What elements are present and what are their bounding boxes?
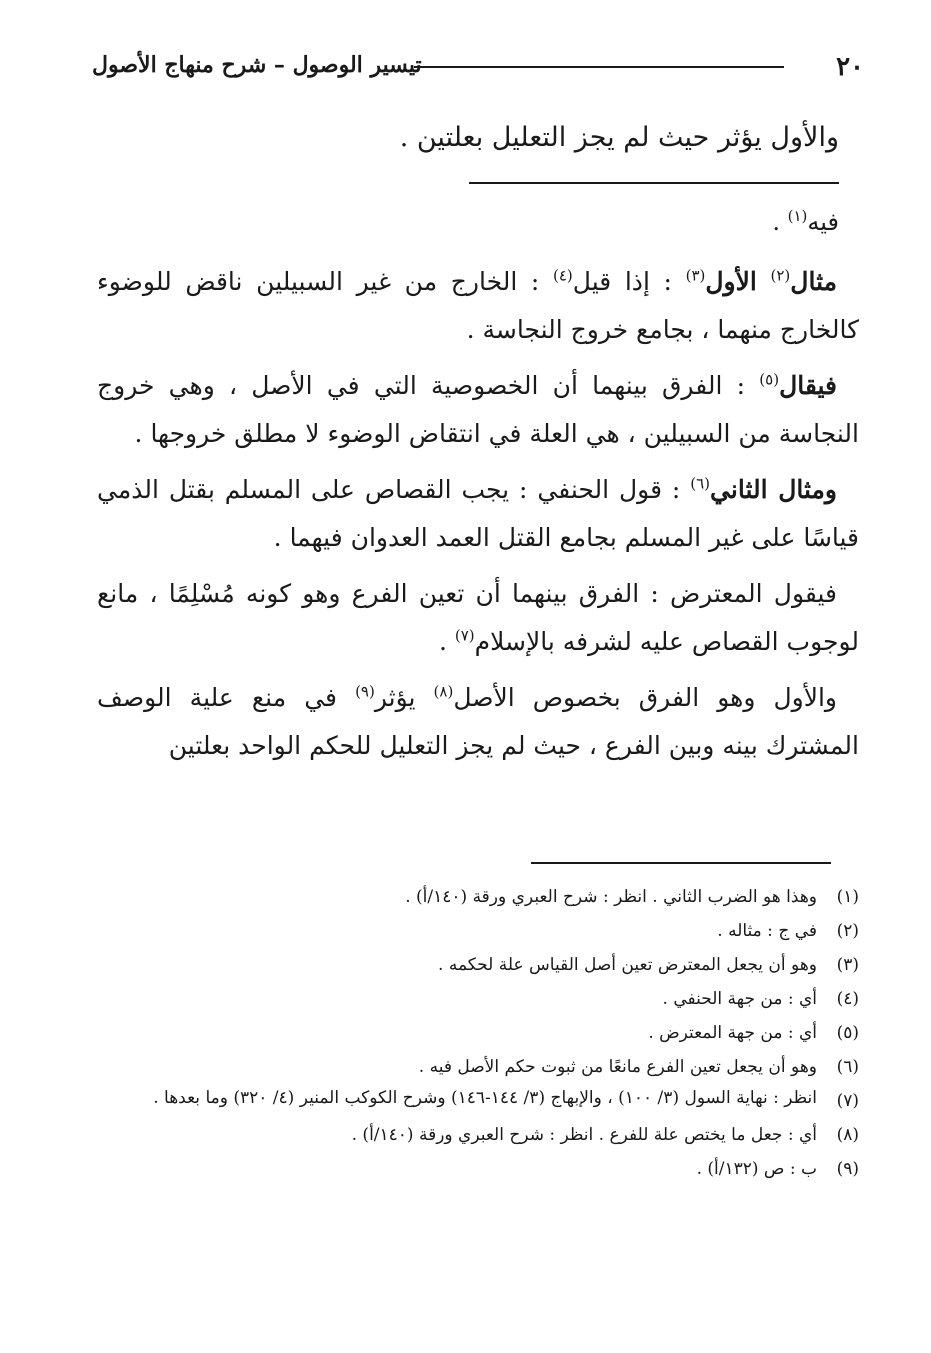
footnote-text: في ج : مثاله . xyxy=(717,921,817,941)
footnote-item xyxy=(97,1050,859,1084)
footnote-text: أي : من جهة المعترض . xyxy=(648,1023,817,1043)
lead-word: فيقال xyxy=(779,371,837,400)
lead-word: مثال xyxy=(790,267,837,296)
footnote-number: (٨) xyxy=(836,1125,859,1145)
footnote-number: (١) xyxy=(836,887,859,907)
lead-word: ومثال الثاني xyxy=(710,475,837,504)
footnote-ref: (٦) xyxy=(690,474,711,493)
paragraph-5 xyxy=(97,674,859,770)
footnote-ref: (٩) xyxy=(355,682,375,701)
footnote-ref: (٤) xyxy=(553,266,573,285)
footnote-item xyxy=(97,982,859,1016)
footnote-text: أي : جعل ما يختص علة للفرع . انظر : شرح العبري ورقة (١٤٠/أ) . xyxy=(351,1125,817,1145)
paragraph-text: : قول الحنفي : يجب القصاص على المسلم بقتل الذمي قياسًا على غير المسلم بجامع القتل العمد العدوان فيهما . xyxy=(97,475,859,552)
footnote-text: أي : من جهة الحنفي . xyxy=(662,989,817,1009)
footnote-item xyxy=(97,1084,859,1118)
carryover-ref: (١) xyxy=(787,207,808,225)
paragraph-2 xyxy=(97,362,859,458)
continuation-line: والأول يؤثر حيث لم يجز التعليل بعلتين . xyxy=(399,122,839,153)
footnote-number: (٤) xyxy=(836,989,859,1009)
page-header xyxy=(92,40,864,90)
lead-word: الأول xyxy=(705,267,757,296)
paragraph-text: والأول وهو الفرق بخصوص الأصل xyxy=(453,683,837,712)
footnote-ref: (٧) xyxy=(454,626,475,645)
header-rule xyxy=(414,66,784,68)
paragraph-text: : الخارج من غير السبيلين ناقض للوضوء كالخارج منهما ، بجامع خروج النجاسة . xyxy=(97,267,859,344)
footnote-separator xyxy=(531,862,831,864)
footnote-text: ب : ص (١٣٢/أ) . xyxy=(696,1159,817,1179)
paragraph-3 xyxy=(97,466,859,562)
paragraph-text: : الفرق بينهما أن الخصوصية التي في الأصل ، وهي خروج النجاسة من السبيلين ، هي العلة في انتقاض الوضوء لا مطلق خروجها . xyxy=(97,371,859,448)
footnote-carryover xyxy=(772,208,839,236)
paragraph-text: . xyxy=(438,627,455,656)
main-text xyxy=(97,258,859,778)
footnote-item xyxy=(97,1118,859,1152)
footnote-number: (٣) xyxy=(836,955,859,975)
page-number: ٢٠ xyxy=(836,52,864,82)
footnote-number: (٩) xyxy=(836,1159,859,1179)
footnote-number: (٧) xyxy=(836,1091,859,1111)
paragraph-text: يؤثر xyxy=(374,683,434,712)
carryover-word: فيه xyxy=(807,208,839,236)
footnote-text: وهذا هو الضرب الثاني . انظر : شرح العبري ورقة (١٤٠/أ) . xyxy=(405,887,817,907)
footnote-item xyxy=(97,1016,859,1050)
paragraph-text: في منع علية الوصف المشترك بينه وبين الفرع ، حيث لم يجز التعليل للحكم الواحد بعلتين xyxy=(97,683,859,760)
footnote-text: وهو أن يجعل المعترض تعين أصل القياس علة لحكمه . xyxy=(438,955,817,975)
footnote-item xyxy=(97,914,859,948)
footnote-item xyxy=(97,948,859,982)
paragraph-text: فيقول المعترض : الفرق بينهما أن تعين الفرع وهو كونه مُسْلِمًا ، مانع لوجوب القصاص عليه لشرفه بالإسلام xyxy=(97,579,859,656)
footnote-item xyxy=(97,1152,859,1186)
footnote-number: (٢) xyxy=(836,921,859,941)
footnote-number: (٦) xyxy=(836,1057,859,1077)
paragraph-4 xyxy=(97,570,859,666)
footnote-number: (٥) xyxy=(836,1023,859,1043)
footnote-text: وهو أن يجعل تعين الفرع مانعًا من ثبوت حكم الأصل فيه . xyxy=(418,1057,817,1077)
footnote-separator-top xyxy=(469,182,839,184)
footnotes xyxy=(97,880,859,1186)
footnote-ref: (٣) xyxy=(685,266,706,285)
paragraph-text: : إذا قيل xyxy=(572,267,686,296)
paragraph-1 xyxy=(97,258,859,354)
footnote-ref: (٢) xyxy=(770,266,791,285)
footnote-ref: (٥) xyxy=(759,370,780,389)
carryover-end: . xyxy=(772,208,780,236)
running-title: تيسير الوصول – شرح منهاج الأصول xyxy=(92,52,422,78)
footnote-item xyxy=(97,880,859,914)
footnote-text: انظر : نهاية السول (٣/ ١٠٠) ، والإبهاج (٣/ ١٤٤-١٤٦) وشرح الكوكب المنير (٤/ ٣٢٠) وما بعدها . xyxy=(153,1088,817,1108)
footnote-ref: (٨) xyxy=(433,682,454,701)
